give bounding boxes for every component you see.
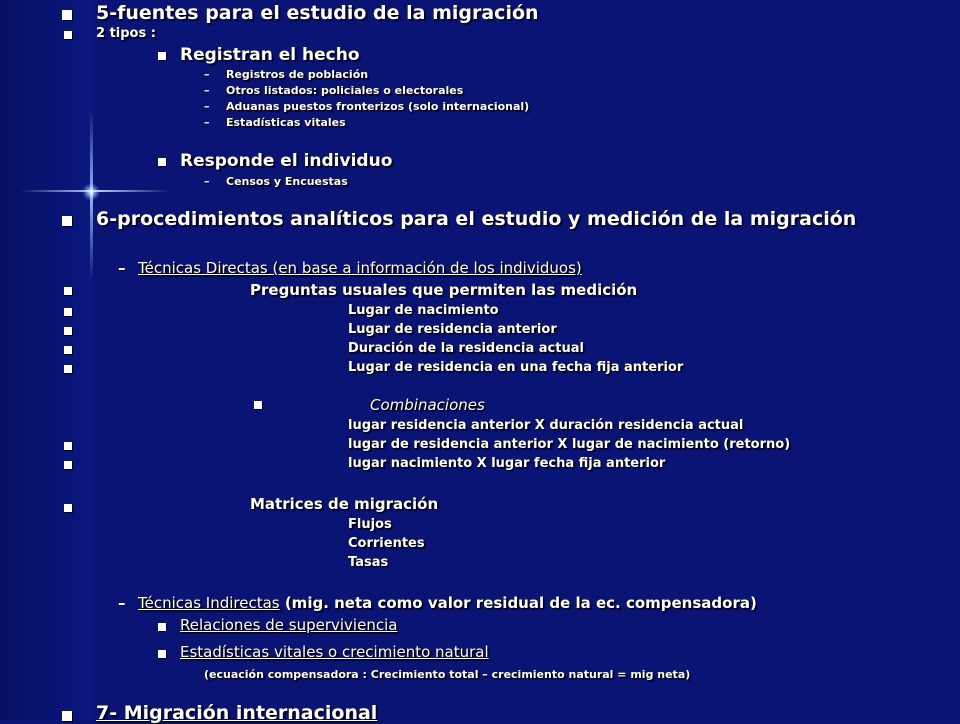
pregunta-item: Lugar de residencia en una fecha fija anterior <box>348 360 684 375</box>
registran-item: Otros listados: policiales o electorales <box>226 84 464 97</box>
dash-marker: – <box>204 100 210 113</box>
bullet-square-icon <box>158 52 166 60</box>
bullet-square-icon <box>64 308 72 316</box>
preguntas-heading: Preguntas usuales que permiten las medición <box>250 281 638 299</box>
combinacion-item: lugar nacimiento X lugar fecha fija anterior <box>348 456 666 471</box>
responde-item: Censos y Encuestas <box>226 175 348 188</box>
dash-marker: – <box>204 84 210 97</box>
bullet-square-icon <box>62 10 72 20</box>
registran-heading: Registran el hecho <box>180 45 360 65</box>
tecnicas-indirectas-detail: (mig. neta como valor residual de la ec. compensadora) <box>279 594 757 612</box>
registran-item: Registros de población <box>226 68 369 81</box>
matrices-item: Tasas <box>348 555 389 570</box>
tecnicas-indirectas-heading <box>138 594 757 612</box>
bullet-square-icon <box>64 287 72 295</box>
bullet-square-icon <box>64 365 72 373</box>
matrices-item: Flujos <box>348 517 392 532</box>
light-flare-core <box>82 183 100 201</box>
bullet-square-icon <box>64 327 72 335</box>
left-gradient-band <box>0 0 92 720</box>
section-5-title: 5-fuentes para el estudio de la migración <box>96 2 539 24</box>
bullet-square-icon <box>254 401 262 409</box>
bullet-square-icon <box>158 158 166 166</box>
bullet-square-icon <box>64 461 72 469</box>
bullet-square-icon <box>64 442 72 450</box>
bullet-square-icon <box>62 216 72 226</box>
pregunta-item: Lugar de nacimiento <box>348 303 499 318</box>
registran-item: Aduanas puestos fronterizos (solo internacional) <box>226 100 530 113</box>
dash-marker: – <box>204 68 210 81</box>
combinacion-item: lugar residencia anterior X duración residencia actual <box>348 418 744 433</box>
responde-heading: Responde el individuo <box>180 151 393 171</box>
tecnicas-indirectas-label: Técnicas Indirectas <box>138 594 280 612</box>
dash-marker: – <box>204 175 210 188</box>
tecnicas-directas-heading: Técnicas Directas (en base a información de los individuos) <box>138 259 582 277</box>
dash-marker: – <box>204 116 210 129</box>
bullet-square-icon <box>64 346 72 354</box>
pregunta-item: Lugar de residencia anterior <box>348 322 557 337</box>
combinaciones-heading: Combinaciones <box>370 396 485 414</box>
dash-marker: – <box>118 594 126 612</box>
estadisticas-item: Estadísticas vitales o crecimiento natural <box>180 643 489 661</box>
matrices-item: Corrientes <box>348 536 425 551</box>
bullet-square-icon <box>64 31 72 39</box>
dash-marker: – <box>118 259 126 277</box>
section-7-title: 7- Migración internacional <box>96 702 378 724</box>
pregunta-item: Duración de la residencia actual <box>348 341 584 356</box>
bullet-square-icon <box>158 623 166 631</box>
combinacion-item: lugar de residencia anterior X lugar de nacimiento (retorno) <box>348 437 791 452</box>
matrices-heading: Matrices de migración <box>250 495 439 513</box>
registran-item: Estadísticas vitales <box>226 116 346 129</box>
bullet-square-icon <box>158 650 166 658</box>
section-5-tipos: 2 tipos : <box>96 26 156 41</box>
ecuacion-note: (ecuación compensadora : Crecimiento total – crecimiento natural = mig neta) <box>204 668 691 681</box>
relaciones-item: Relaciones de superviviencia <box>180 616 398 634</box>
bullet-square-icon <box>64 504 72 512</box>
section-6-title: 6-procedimientos analíticos para el estudio y medición de la migración <box>96 208 857 230</box>
